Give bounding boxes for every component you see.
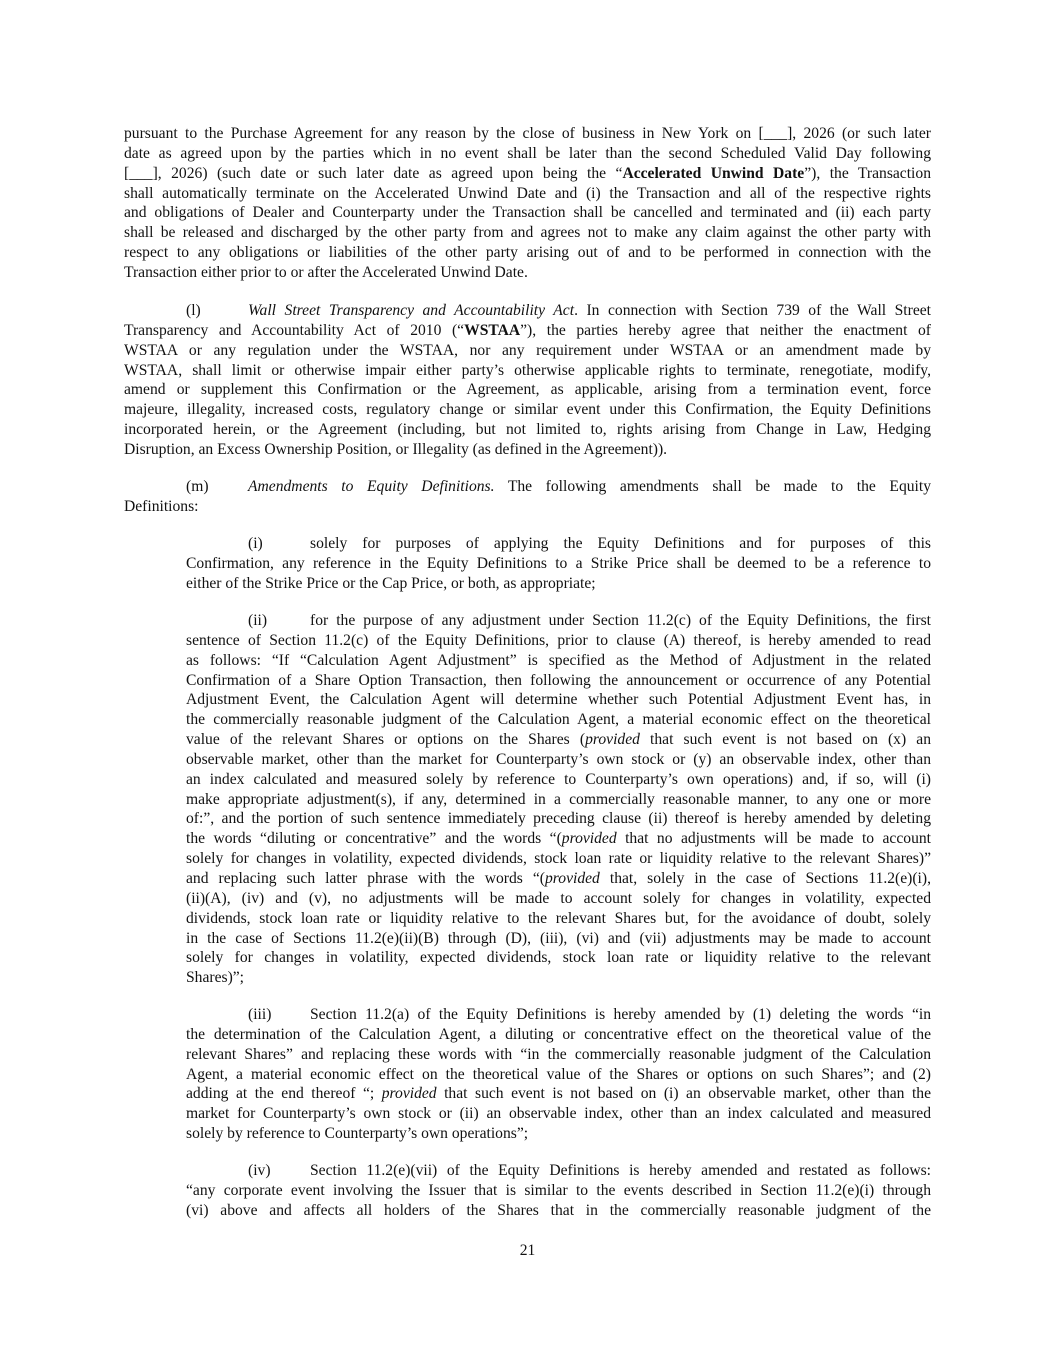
text-segment: dividends, stock loan rate or liquidity relative to the relevant Shares but, for the avoidance of doubt, solely	[186, 909, 931, 927]
text-line	[186, 929, 931, 949]
emphasis-provided: provided	[585, 731, 640, 749]
text-line	[186, 1025, 931, 1045]
subsection-m-i	[186, 534, 931, 594]
text-segment: The following amendments shall be made to the Equity	[507, 478, 931, 495]
text-line: WSTAA, shall limit or otherwise impair either party’s otherwise applicable rights to terminate, renegotiate, modify,	[124, 361, 931, 379]
subsection-m-ii	[186, 611, 931, 988]
text-segment: (ii)(A), (iv) and (v), no adjustments will be made to account solely for changes in volatility, expected	[186, 889, 931, 907]
text-line	[186, 889, 931, 909]
text-segment: Section 11.2(a) of the Equity Definitions is hereby amended by (1) deleting the words “in	[310, 1006, 931, 1023]
text-line	[186, 651, 931, 671]
text-line: majeure, illegality, increased costs, regulatory change or similar event under this Confirmation, the Equity Definitions	[124, 401, 931, 419]
text-segment: and replacing such latter phrase with the words “(	[186, 869, 545, 887]
text-line: Definitions:	[124, 497, 199, 515]
text-line: shall be released and discharged by the other party from and agrees not to make any claim against the other party with	[124, 224, 931, 242]
text-segment: an index calculated and measured solely by reference to Counterparty’s own operations) and, if so, will (i)	[186, 770, 931, 788]
section-heading: Amendments to Equity Definitions.	[248, 478, 495, 495]
text-line	[186, 631, 931, 651]
text-line: and obligations of Dealer and Counterparty under the Transaction shall be cancelled and terminated and (ii) each party	[124, 204, 931, 222]
text-segment: market for Counterparty’s own stock or (ii) an observable index, other than an index calculated and measured	[186, 1105, 931, 1123]
text-line: incorporated herein, or the Agreement (including, but not limited to, rights arising from Change in Law, Hedging	[124, 421, 931, 439]
text-line: Transaction either prior to or after the Accelerated Unwind Date.	[124, 263, 528, 281]
emphasis-provided: provided	[381, 1085, 437, 1103]
text-line: Disruption, an Excess Ownership Position, or Illegality (as defined in the Agreement)).	[124, 440, 668, 458]
text-line	[186, 1005, 931, 1025]
text-segment: ”), the parties hereby agree that neither the enactment of	[520, 321, 932, 339]
text-line	[186, 1065, 931, 1085]
text-segment: for the purpose of any adjustment under Section 11.2(c) of the Equity Definitions, the first	[310, 612, 931, 629]
text-segment: adding at the end thereof “;	[186, 1085, 382, 1103]
text-line	[186, 534, 931, 554]
text-segment: Shares)”;	[186, 969, 245, 987]
text-line: WSTAA or any regulation under the WSTAA, nor any requirement under WSTAA or an amendment made by	[124, 341, 931, 359]
defined-term-accelerated-unwind-date: Accelerated Unwind Date	[622, 164, 805, 182]
text-segment: that such event is not based on (x) an	[639, 731, 932, 749]
text-line: Confirmation, any reference in the Equity Definitions to a Strike Price shall be deemed to be a reference to	[186, 554, 931, 572]
text-line	[186, 611, 931, 631]
subsection-label: (i)	[248, 535, 263, 552]
text-segment: . In connection with Section 739 of the Wall Street	[574, 302, 931, 319]
text-line	[124, 321, 931, 341]
text-line: either of the Strike Price or the Cap Price, or both, as appropriate;	[186, 574, 596, 592]
text-line	[186, 730, 931, 750]
text-line	[186, 770, 931, 790]
text-segment: Section 11.2(e)(vii) of the Equity Definitions is hereby amended and restated as follows:	[310, 1162, 931, 1179]
text-line: (vi) above and affects all holders of the Shares that in the commercially reasonable judgment of the	[186, 1201, 931, 1219]
page-number: 21	[519, 1242, 536, 1259]
text-line: “any corporate event involving the Issuer that is similar to the events described in Section 11.2(e)(i) through	[186, 1181, 931, 1199]
section-label: (l)	[186, 302, 201, 319]
text-line: pursuant to the Purchase Agreement for any reason by the close of business in New York on [___], 2026 (or such later	[124, 125, 931, 142]
text-line	[124, 164, 931, 184]
text-line	[186, 809, 931, 829]
text-segment: observable market, other than the market for Counterparty’s own stock or (y) an observable index, other than	[186, 750, 931, 768]
text-line	[124, 477, 931, 497]
text-segment: Agent, a material economic effect on the theoretical value of the Shares or options on such Shares”; and (2)	[186, 1065, 931, 1083]
text-line	[186, 1045, 931, 1065]
emphasis-provided: provided	[544, 869, 600, 887]
text-segment: as follows: “If “Calculation Agent Adjustment” is specified as the Method of Adjustment in the related	[186, 651, 931, 669]
text-segment: solely for changes in volatility, expected dividends, stock loan rate or liquidity relative to the relevant	[186, 949, 931, 967]
text-line	[186, 829, 931, 849]
text-segment: the words “diluting or concentrative” and the words “(	[186, 830, 562, 848]
section-heading: Wall Street Transparency and Accountability Act	[248, 302, 575, 319]
text-segment: make appropriate adjustment(s), if any, determined in a commercially reasonable manner, to any one or more	[186, 790, 931, 808]
text-line	[186, 1161, 931, 1181]
section-m-amendments	[124, 477, 931, 517]
emphasis-provided: provided	[561, 830, 617, 848]
text-line: amend or supplement this Confirmation or the Agreement, as applicable, arising from a termination event, force	[124, 381, 931, 399]
text-line	[186, 1084, 931, 1104]
subsection-m-iii	[186, 1005, 931, 1144]
text-line	[186, 710, 931, 730]
text-line	[186, 750, 931, 770]
text-segment: of:”, and the portion of such sentence immediately preceding clause (ii) thereof is hereby amended by deleting	[186, 810, 931, 828]
text-segment: sentence of Section 11.2(c) of the Equity Definitions, prior to clause (A) thereof, is hereby amended to read	[186, 631, 931, 649]
text-segment: solely for changes in volatility, expected dividends, stock loan rate or liquidity relative to the relevant Shares)”	[186, 850, 931, 868]
text-line	[186, 948, 931, 968]
text-line	[186, 690, 931, 710]
section-l-wstaa	[124, 301, 931, 460]
text-segment: solely by reference to Counterparty’s own operations”;	[186, 1125, 529, 1143]
text-line	[124, 301, 931, 321]
text-segment: that no adjustments will be made to account	[616, 830, 931, 848]
text-line: respect to any obligations or liabilities of the other party arising out of and to be performed in connection with the	[124, 244, 931, 262]
text-segment: Adjustment Event, the Calculation Agent will determine whether such Potential Adjustment Event has, in	[186, 691, 931, 709]
text-segment: [___], 2026) (such date or such later date as agreed upon being the “	[124, 164, 623, 182]
text-segment: in the case of Sections 11.2(e)(ii)(B) through (D), (iii), (vi) and (vii) adjustments may be made to account	[186, 929, 931, 947]
text-segment: solely for purposes of applying the Equity Definitions and for purposes of this	[310, 535, 931, 552]
defined-term-wstaa: WSTAA	[464, 321, 521, 339]
text-line	[186, 909, 931, 929]
section-label: (m)	[186, 478, 209, 495]
subsection-label: (ii)	[248, 612, 268, 629]
subsection-label: (iv)	[248, 1162, 271, 1179]
text-segment: value of the relevant Shares or options on the Shares (	[186, 731, 586, 749]
subsection-label: (iii)	[248, 1006, 272, 1023]
text-segment: that such event is not based on (i) an observable market, other than the	[436, 1085, 931, 1103]
text-segment: ”), the Transaction	[804, 164, 931, 182]
text-line	[186, 1104, 931, 1124]
text-segment: that, solely in the case of Sections 11.2(e)(i),	[599, 869, 931, 887]
text-line	[186, 968, 931, 988]
paragraph-accelerated-unwind	[124, 124, 931, 283]
text-segment: Transparency and Accountability Act of 2010 (“	[124, 321, 465, 339]
text-segment: the determination of the Calculation Agent, a diluting or concentrative effect on the theoretical value of the	[186, 1025, 931, 1043]
text-line	[186, 1124, 931, 1144]
text-segment: Confirmation of a Share Option Transaction, then following the announcement or occurrence of any Potential	[186, 671, 931, 689]
text-line	[186, 849, 931, 869]
text-line: date as agreed upon by the parties which in no event shall be later than the second Scheduled Valid Day following	[124, 144, 931, 162]
text-line	[186, 790, 931, 810]
text-line: shall automatically terminate on the Accelerated Unwind Date and (i) the Transaction and all of the respective rights	[124, 184, 931, 202]
text-line	[186, 869, 931, 889]
text-line	[186, 671, 931, 691]
text-segment: the commercially reasonable judgment of the Calculation Agent, a material economic effect on the theoretical	[186, 711, 931, 729]
text-segment: relevant Shares” and replacing these words with “in the commercially reasonable judgment of the Calculation	[186, 1045, 931, 1063]
subsection-m-iv	[186, 1161, 931, 1221]
